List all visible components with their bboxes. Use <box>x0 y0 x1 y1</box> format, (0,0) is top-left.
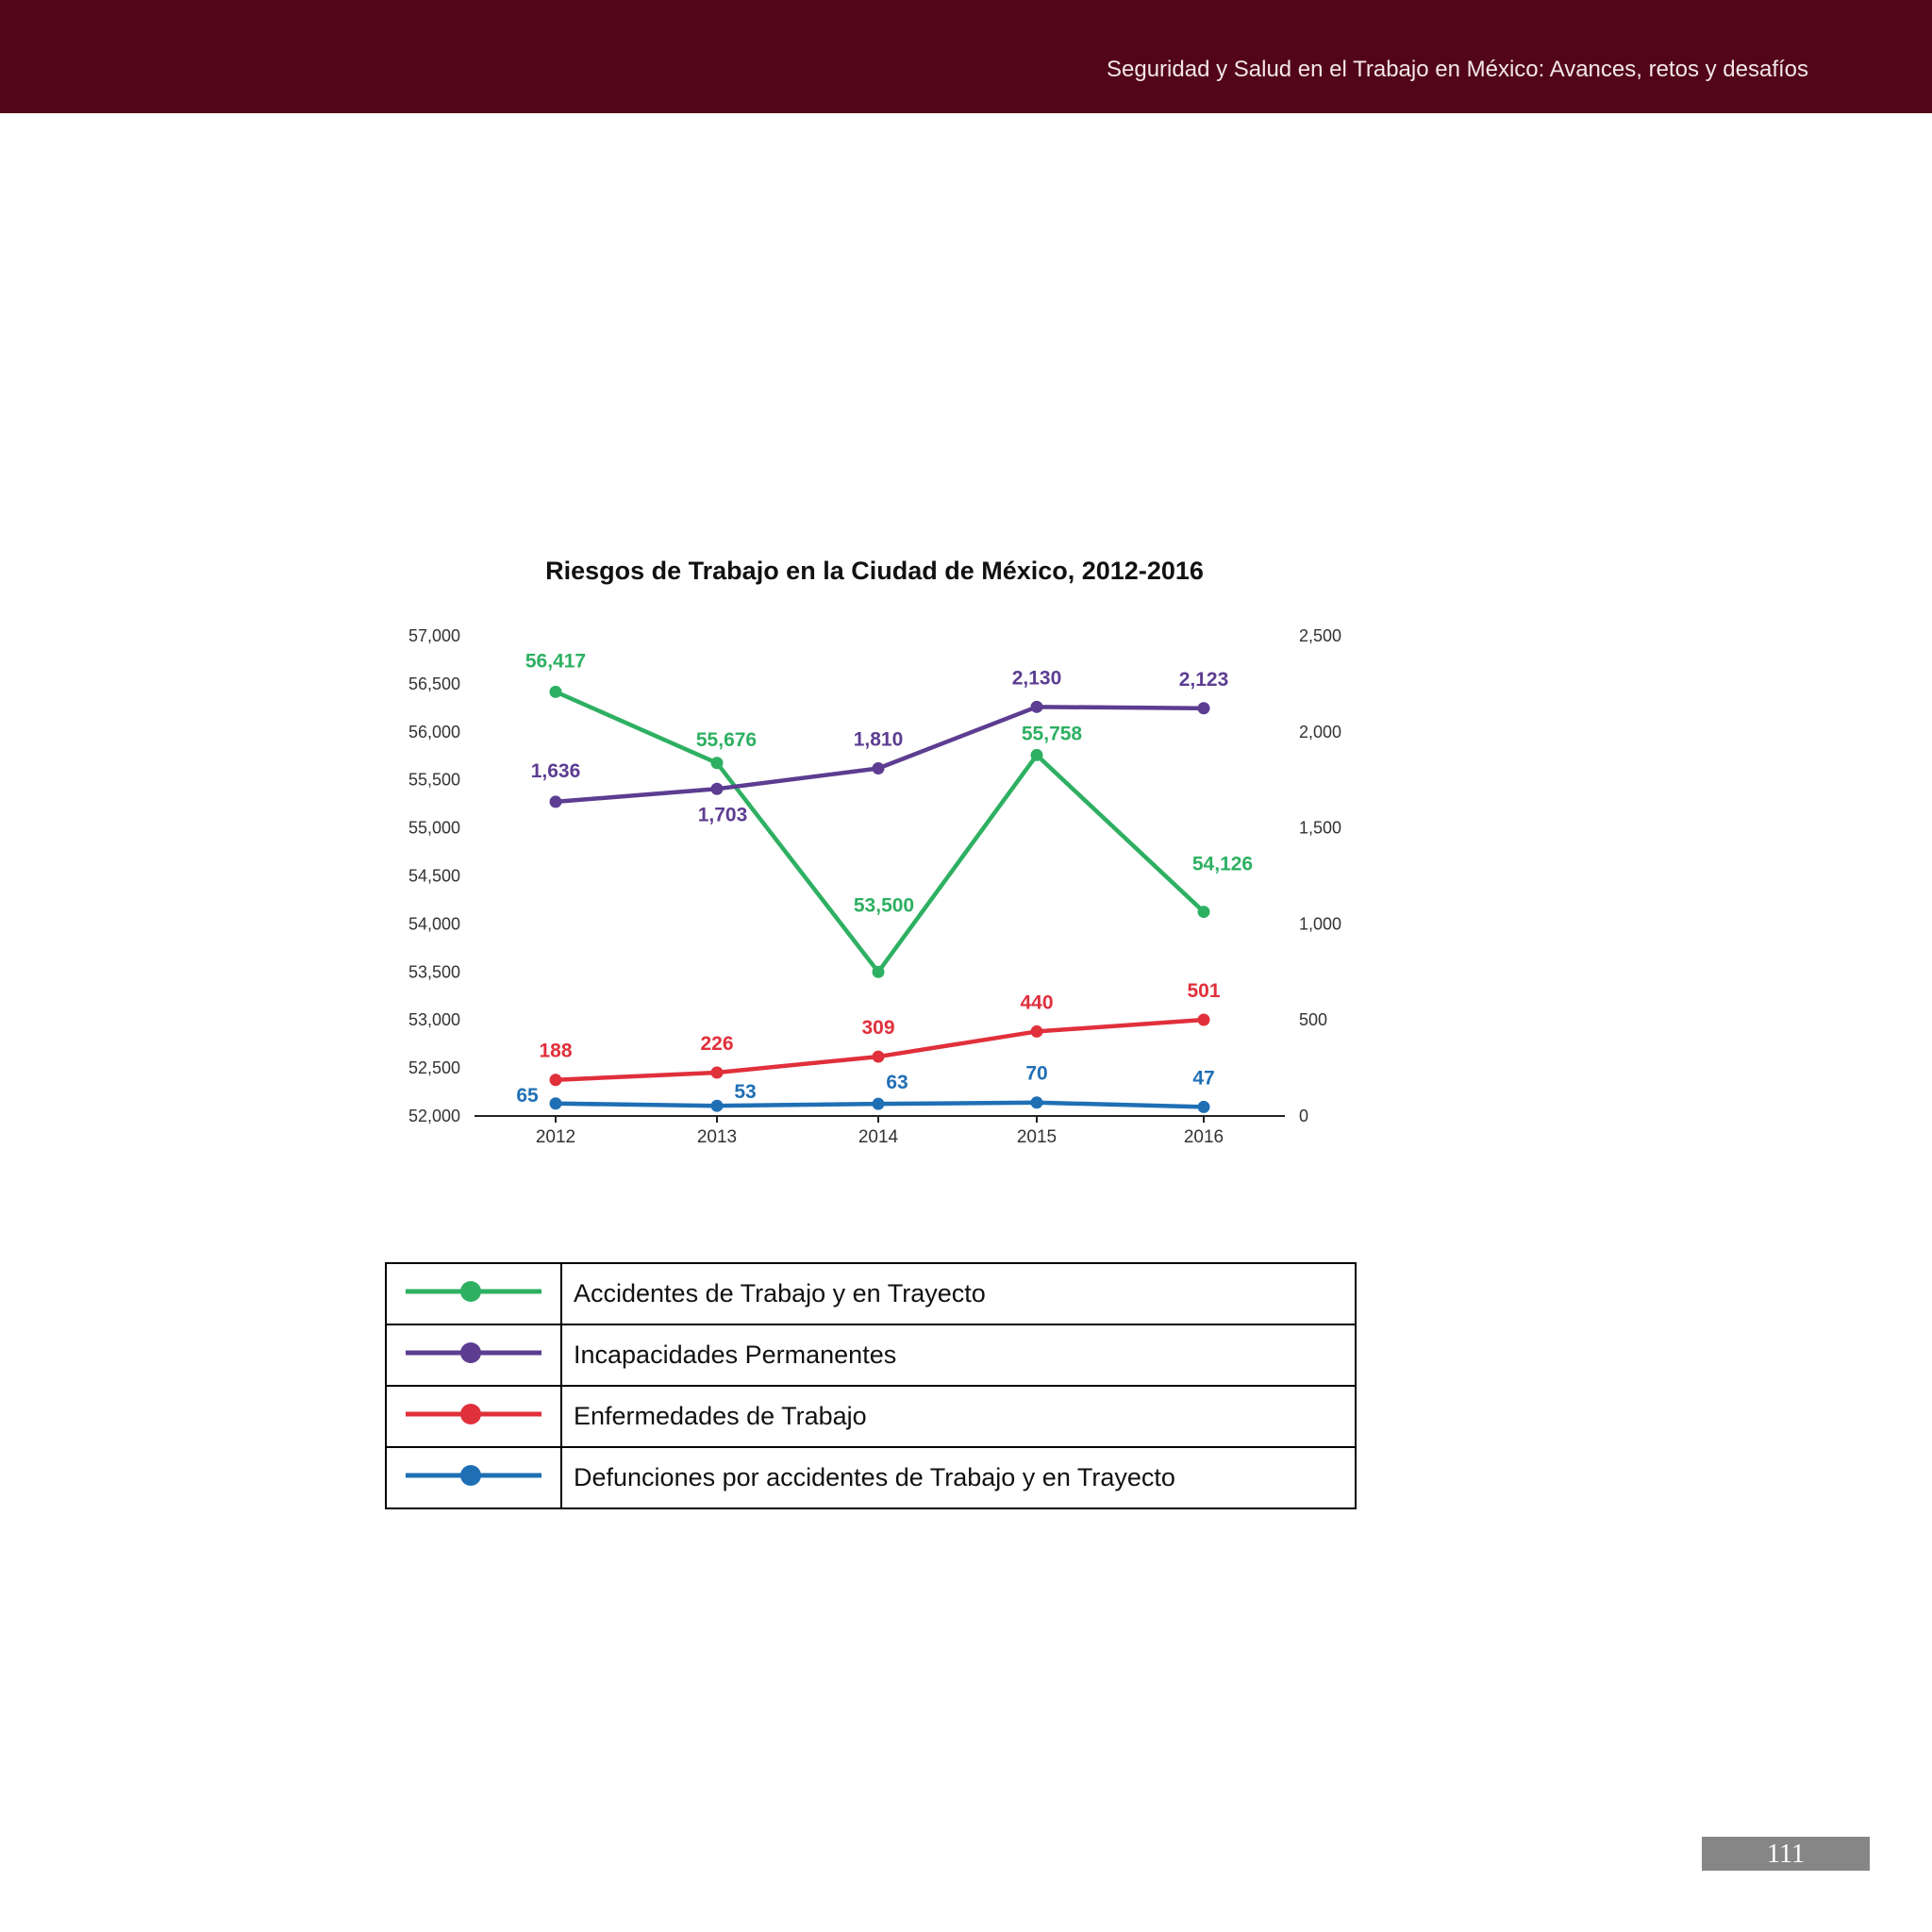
y-right-tick-label: 2,000 <box>1299 722 1342 741</box>
legend-label: Defunciones por accidentes de Trabajo y en Trayecto <box>561 1447 1356 1508</box>
x-tick-label: 2016 <box>1183 1127 1224 1147</box>
data-label: 2,130 <box>1011 667 1062 690</box>
y-left-tick-label: 53,500 <box>408 962 460 982</box>
y-right-tick-label: 0 <box>1299 1107 1309 1125</box>
y-right-tick-label: 500 <box>1299 1010 1328 1030</box>
legend-swatch <box>403 1461 544 1490</box>
data-label: 63 <box>886 1072 908 1094</box>
y-left-tick-label: 52,500 <box>408 1058 460 1078</box>
data-point <box>1031 1025 1043 1038</box>
x-tick-label: 2015 <box>1016 1127 1058 1147</box>
data-point <box>711 1066 724 1078</box>
data-label: 501 <box>1187 979 1221 1002</box>
y-right-tick-label: 1,000 <box>1299 914 1342 934</box>
data-label: 47 <box>1192 1067 1215 1090</box>
x-tick-label: 2013 <box>696 1127 738 1147</box>
data-label: 1,636 <box>530 759 581 782</box>
data-point <box>1198 1013 1210 1025</box>
data-label: 53,500 <box>853 894 915 917</box>
chart-title: Riesgos de Trabajo en la Ciudad de México, 2012-2016 <box>545 557 1204 585</box>
data-label: 70 <box>1025 1062 1048 1085</box>
x-tick-label: 2014 <box>858 1127 899 1147</box>
y-right-tick-label: 1,500 <box>1299 818 1342 838</box>
data-point <box>873 1051 885 1063</box>
legend-label: Accidentes de Trabajo y en Trayecto <box>561 1263 1356 1324</box>
y-left-tick-label: 57,000 <box>408 626 460 645</box>
data-label: 1,810 <box>853 728 904 751</box>
y-left-tick-label: 55,000 <box>408 818 460 838</box>
legend-label: Enfermedades de Trabajo <box>561 1386 1356 1447</box>
data-label: 65 <box>516 1084 539 1107</box>
y-left-tick-label: 56,500 <box>408 674 460 693</box>
page-number: 111 <box>1702 1837 1870 1871</box>
y-left-tick-label: 56,000 <box>408 722 460 741</box>
data-point <box>1031 701 1043 713</box>
legend-row <box>386 1324 1356 1386</box>
legend-label: Incapacidades Permanentes <box>561 1324 1356 1386</box>
legend-swatch-cell <box>386 1263 561 1324</box>
data-label: 53 <box>734 1081 757 1104</box>
y-left-tick-label: 52,000 <box>408 1107 460 1125</box>
data-point <box>873 966 885 978</box>
legend-swatch <box>403 1400 544 1428</box>
data-label: 309 <box>861 1017 895 1040</box>
legend-swatch-marker <box>460 1465 481 1486</box>
y-left-tick-label: 55,500 <box>408 770 460 790</box>
data-point <box>550 686 562 698</box>
legend-swatch-marker <box>460 1342 481 1363</box>
y-left-tick-label: 54,000 <box>408 914 460 934</box>
data-label: 226 <box>700 1032 734 1055</box>
data-point <box>1031 1096 1043 1108</box>
data-point <box>873 762 885 774</box>
data-point <box>1031 749 1043 761</box>
data-point <box>711 783 724 795</box>
legend-swatch-marker <box>460 1404 481 1424</box>
y-left-tick-label: 54,500 <box>408 866 460 886</box>
data-label: 55,758 <box>1021 723 1083 745</box>
legend-swatch-cell <box>386 1447 561 1508</box>
data-point <box>711 1100 724 1112</box>
header-title: Seguridad y Salud en el Trabajo en México: Avances, retos y desafíos <box>1107 57 1808 82</box>
data-label: 188 <box>539 1040 573 1062</box>
data-label: 55,676 <box>695 728 758 751</box>
legend-body <box>386 1263 1356 1508</box>
legend-swatch-marker <box>460 1281 481 1302</box>
legend-row <box>386 1447 1356 1508</box>
data-label: 440 <box>1020 991 1054 1014</box>
legend-row <box>386 1386 1356 1447</box>
data-label: 54,126 <box>1191 853 1254 875</box>
y-right-tick-label: 2,500 <box>1299 626 1342 645</box>
legend-table <box>385 1262 1357 1509</box>
data-label: 56,417 <box>525 650 587 673</box>
legend-row <box>386 1263 1356 1324</box>
legend-swatch-cell <box>386 1386 561 1447</box>
legend-swatch <box>403 1277 544 1306</box>
data-point <box>550 1097 562 1109</box>
data-label: 2,123 <box>1178 668 1229 691</box>
data-point <box>1198 1101 1210 1113</box>
legend-swatch <box>403 1339 544 1367</box>
data-point <box>1198 906 1210 918</box>
x-tick-label: 2012 <box>535 1127 576 1147</box>
data-label: 1,703 <box>697 804 748 826</box>
y-left-tick-label: 53,000 <box>408 1010 460 1030</box>
data-point <box>550 1074 562 1086</box>
data-point <box>1198 702 1210 714</box>
data-point <box>550 795 562 808</box>
legend-swatch-cell <box>386 1324 561 1386</box>
data-point <box>873 1098 885 1110</box>
series-line <box>556 707 1204 802</box>
data-point <box>711 757 724 769</box>
